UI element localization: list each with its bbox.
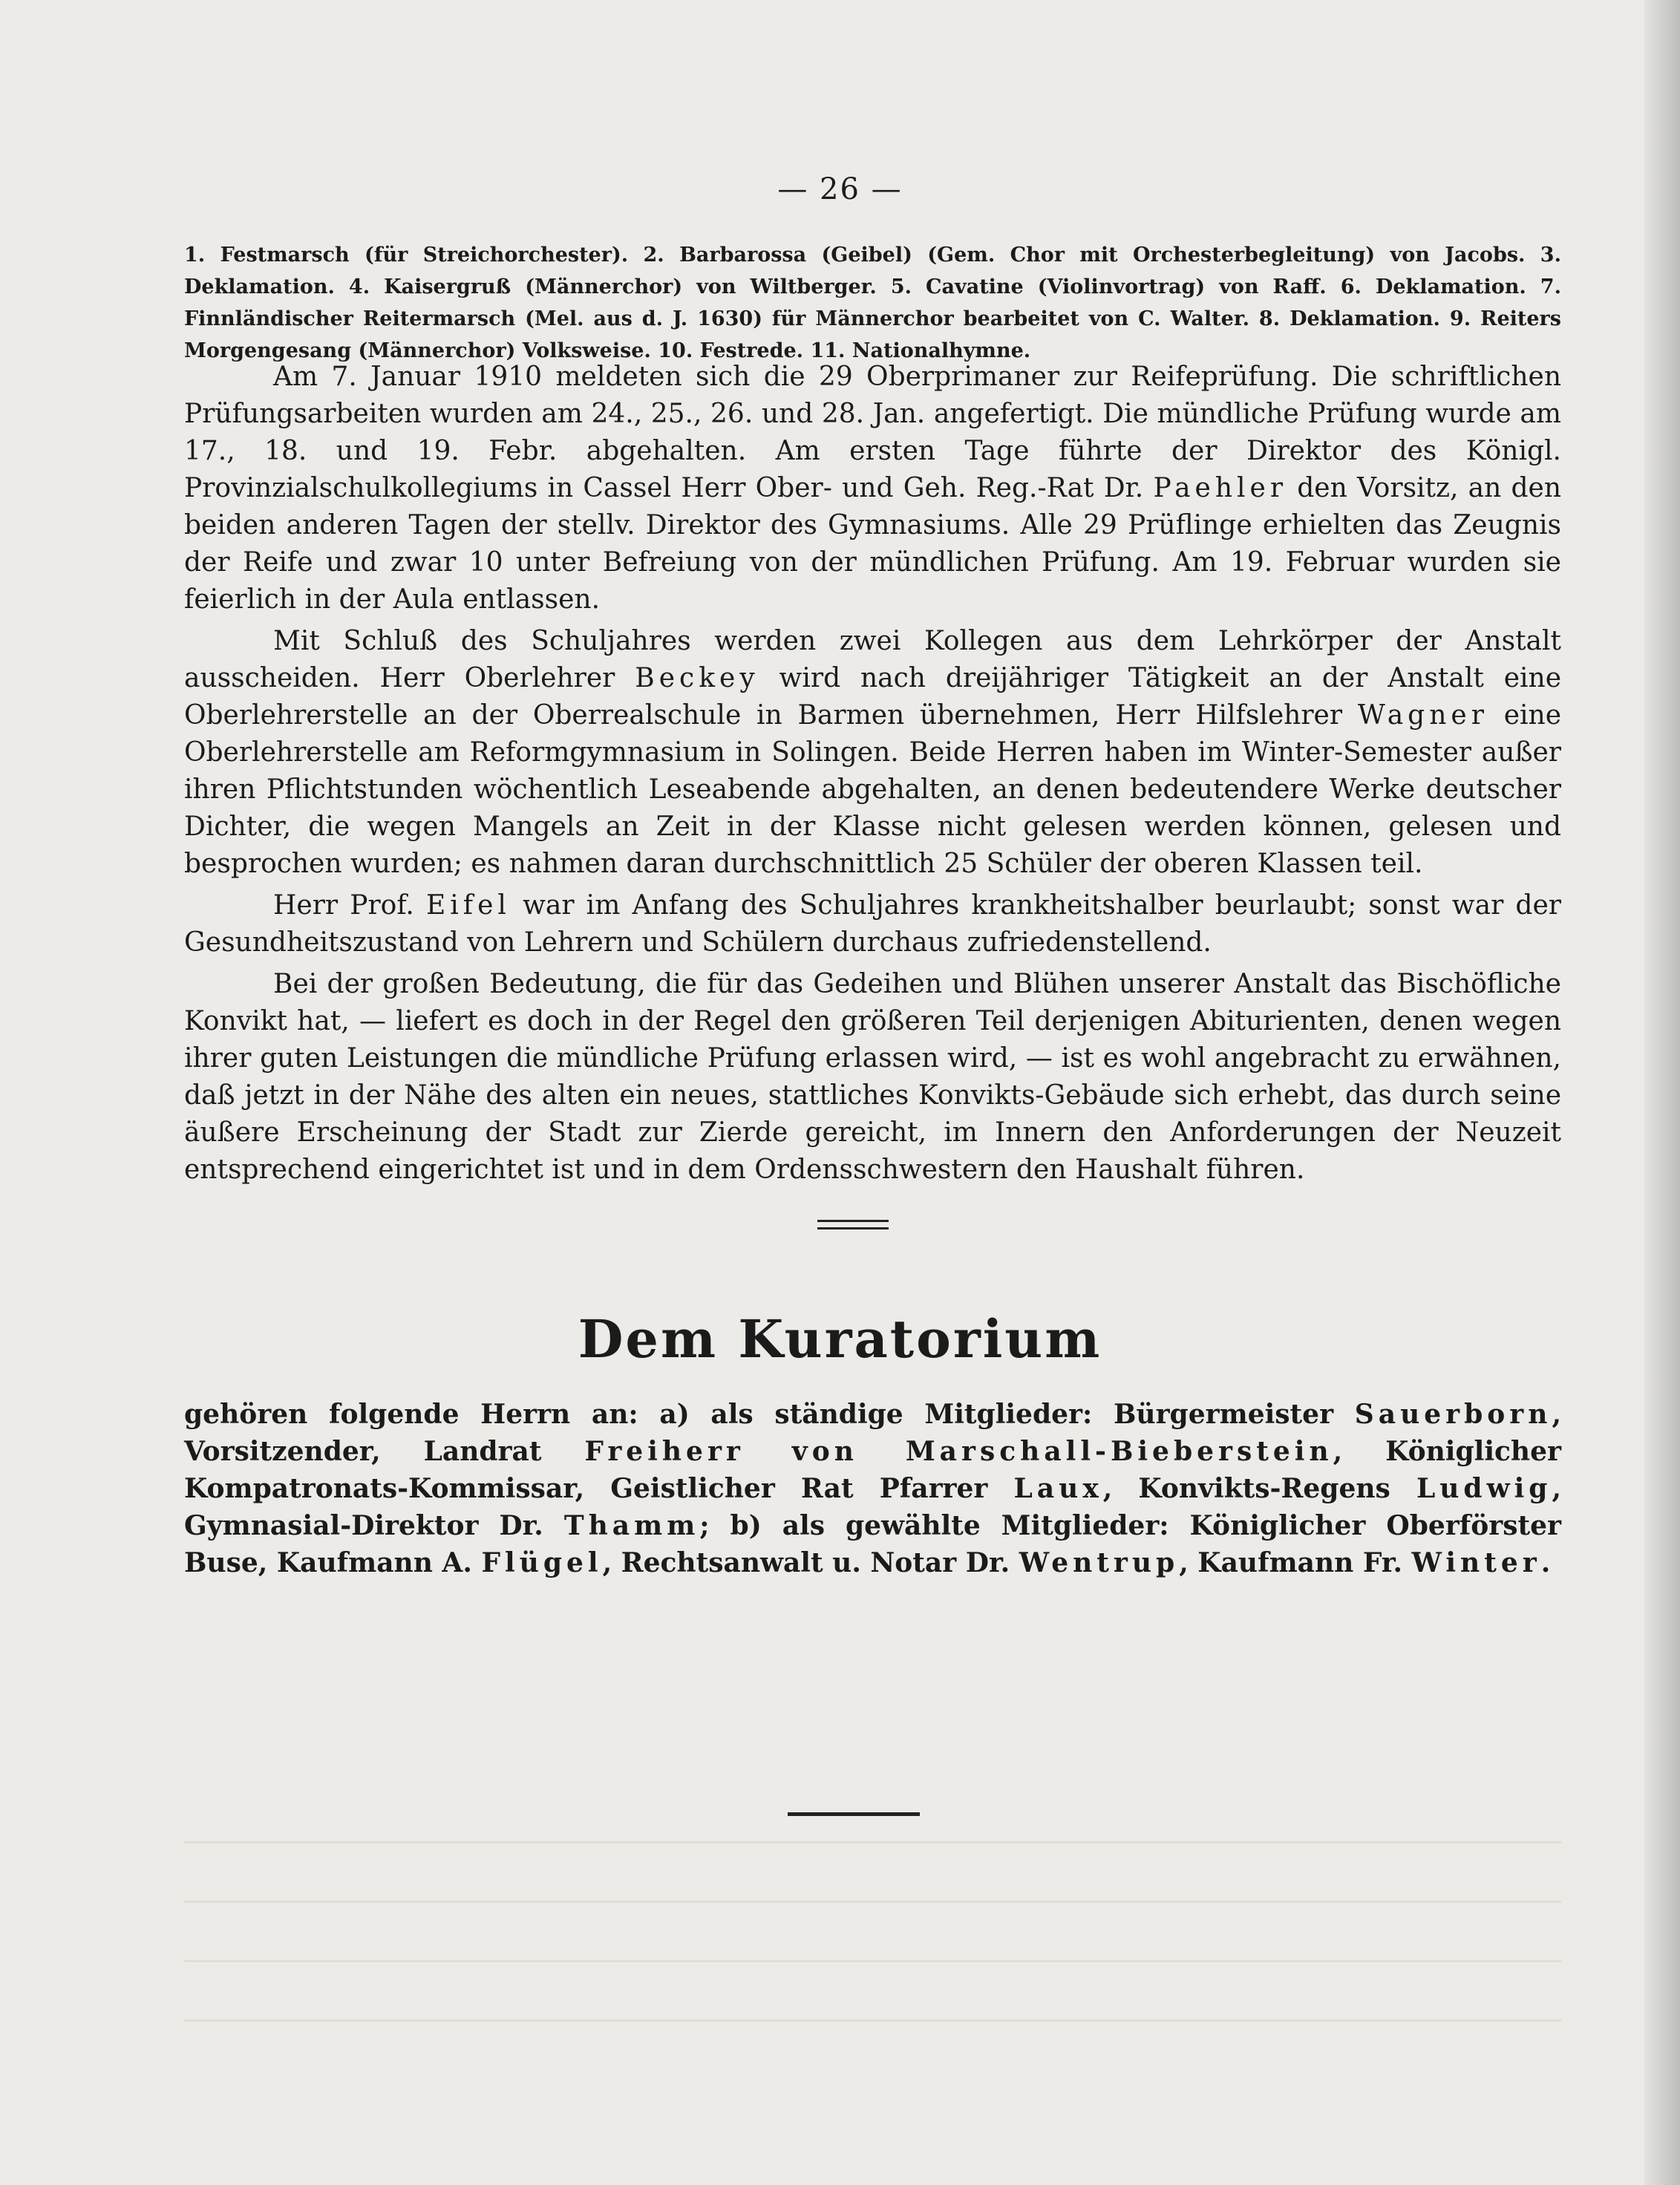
double-rule-divider xyxy=(817,1220,889,1229)
name-laux: Laux xyxy=(1013,1473,1103,1504)
name-ludwig: Ludwig xyxy=(1416,1473,1552,1504)
paragraph-konvikt: Bei der großen Bedeutung, die für das Gedeihen und Blühen unserer Anstalt das Bischöfliche Konvikt hat, — liefert es doch in der Regel den größeren Teil derjenigen Abiturienten, denen wegen ihrer guten Leistungen die mündliche Prüfung erlassen wird, — ist es wohl angebracht zu erwähnen, daß jetzt in der Nähe des alten ein neues, stattliches Konvikts-Gebäude sich erhebt, das durch seine äußere Erscheinung der Stadt zur Zierde gereicht, im Innern den Anforderungen der Neuzeit entsprechend eingerichtet ist und in dem Ordensschwestern den Haushalt führen. xyxy=(184,969,1561,1185)
paragraph-kollegen xyxy=(184,623,1561,883)
name-fluegel: Flügel xyxy=(481,1547,603,1578)
name-winter: Winter xyxy=(1411,1547,1541,1578)
board-text-segment: ; b) als gewählte Mitglieder: Königlicher Oberförster Buse, Kaufmann A. xyxy=(184,1510,1561,1578)
name-beckey: Beckey xyxy=(635,663,759,693)
paragraph-text: Mit Schluß des Schuljahres werden zwei Kollegen aus dem Lehrkörper der Anstalt ausscheiden. Herr Oberlehrer xyxy=(184,626,1561,693)
name-wentrup: Wentrup xyxy=(1019,1547,1180,1578)
board-text-segment: , Kaufmann Fr. xyxy=(1179,1547,1402,1578)
page-edge-shadow xyxy=(1644,0,1680,2185)
paragraph-reifepruefung xyxy=(184,359,1561,618)
name-wagner: Wagner xyxy=(1357,700,1488,731)
name-sauerborn: Sauerborn xyxy=(1354,1399,1552,1430)
bleed-through-line xyxy=(184,1901,1561,1903)
paragraph-text: wird nach dreijähriger Tätigkeit an der Anstalt eine Oberlehrerstelle an der Oberrealschule in Barmen übernehmen, Herr Hilfslehrer xyxy=(184,663,1562,731)
end-rule xyxy=(788,1812,920,1816)
kuratorium-text xyxy=(184,1396,1561,1581)
bleed-through-line xyxy=(184,1841,1561,1843)
section-title: Dem Kuratorium xyxy=(578,1308,1102,1370)
board-text-segment: , Gymnasial-Direktor Dr. xyxy=(184,1473,1561,1541)
board-text-segment: . xyxy=(1540,1547,1551,1578)
board-text-segment: , Rechtsanwalt u. Notar Dr. xyxy=(602,1547,1010,1578)
name-thamm: Thamm xyxy=(563,1510,700,1541)
body-text xyxy=(184,359,1561,1193)
paragraph-text: eine Oberlehrerstelle am Reformgymnasium in Solingen. Beide Herren haben im Winter-Semester außer ihren Pflichtstunden wöchentlich Leseabende abgehalten, an denen bedeutendere Werke deutscher Dichter, die wegen Mangels an Zeit in der Klasse nicht gelesen werden können, gelesen und besprochen wurden; es nahmen daran durchschnittlich 25 Schüler der oberen Klassen teil. xyxy=(184,700,1561,879)
name-paehler: Paehler xyxy=(1153,473,1288,503)
name-eifel: Eifel xyxy=(425,890,511,921)
board-text-segment: , Vorsitzender, Landrat xyxy=(184,1399,1561,1467)
board-text-segment: , Konvikts-Regens xyxy=(1102,1473,1390,1504)
paragraph-gesundheit xyxy=(184,887,1561,961)
paragraph-text: den Vorsitz, an den beiden anderen Tagen der stellv. Direktor des Gymnasiums. Alle 29 Prüflinge erhielten das Zeugnis der Reife und zwar 10 unter Befreiung von der mündlichen Prüfung. Am 19. Februar wurden sie feierlich in der Aula entlassen. xyxy=(184,473,1562,615)
bleed-through-line xyxy=(184,1960,1561,1962)
program-list: 1. Festmarsch (für Streichorchester). 2. Barbarossa (Geibel) (Gem. Chor mit Orchesterbegleitung) von Jacobs. 3. Deklamation. 4. Kaisergruß (Männerchor) von Wiltberger. 5. Cavatine (Violinvortrag) von Raff. 6. Deklamation. 7. Finnländischer Reitermarsch (Mel. aus d. J. 1630) für Männerchor bearbeitet von C. Walter. 8. Deklamation. 9. Reiters Morgengesang (Männerchor) Volksweise. 10. Festrede. 11. Nationalhymne. xyxy=(184,244,1561,362)
board-text-segment: gehören folgende Herrn an: a) als ständige Mitglieder: Bürgermeister xyxy=(184,1399,1334,1430)
board-text-segment: , Königlicher Kompatronats-Kommissar, Geistlicher Rat Pfarrer xyxy=(184,1436,1561,1504)
paragraph-text: Am 7. Januar 1910 meldeten sich die 29 Oberprimaner zur Reifeprüfung. Die schriftlichen Prüfungsarbeiten wurden am 24., 25., 26. und 28. Jan. angefertigt. Die mündliche Prüfung wurde am 17., 18. und 19. Febr. abgehalten. Am ersten Tage führte der Direktor des Königl. Provinzialschulkollegiums in Cassel Herr Ober- und Geh. Reg.-Rat Dr. xyxy=(184,362,1561,503)
bleed-through-line xyxy=(184,2019,1561,2022)
page-number: — 26 — xyxy=(777,172,903,206)
paragraph-text: war im Anfang des Schuljahres krankheitshalber beurlaubt; sonst war der Gesundheitszustand von Lehrern und Schülern durchaus zufriedenstellend. xyxy=(184,890,1561,958)
name-marschall: Freiherr von Marschall-Bieberstein xyxy=(584,1436,1333,1467)
paragraph-text: Herr Prof. xyxy=(273,890,414,921)
